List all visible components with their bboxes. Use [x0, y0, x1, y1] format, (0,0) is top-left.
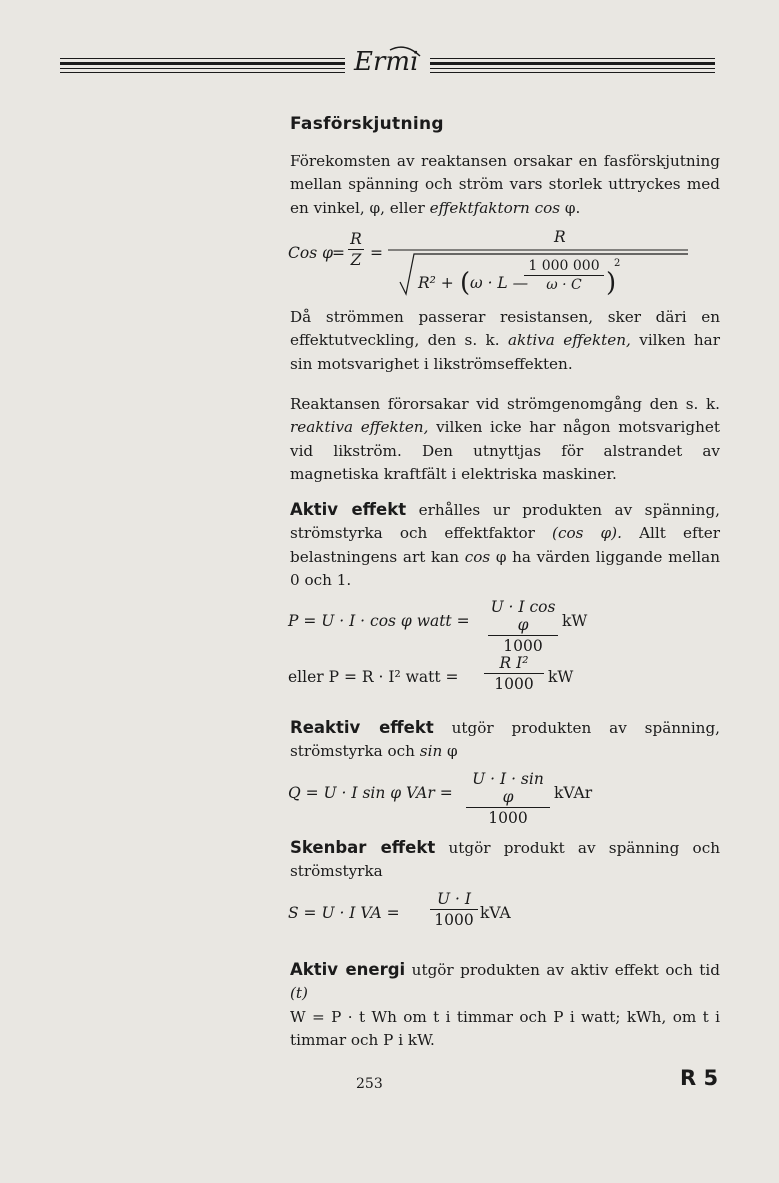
intro-text-end: φ.: [560, 198, 581, 217]
aktiva-text: Då strömmen passerar resistansen, sker däri en effektutveckling, den s. k.: [290, 308, 720, 350]
formula-cos-z: Z: [350, 251, 362, 269]
formula-p2-unit: kW: [548, 668, 574, 686]
aktiv-energi-emphasis: (t): [290, 984, 308, 1003]
formula-s-frac: [430, 890, 478, 929]
formula-s-unit: kVA: [480, 904, 511, 922]
formula-q-lhs: Q = U · I sin φ VAr =: [288, 784, 453, 802]
formula-q-den: 1000: [488, 809, 528, 827]
formula-cos-exp: 2: [614, 258, 621, 269]
formula-p2-den: 1000: [494, 675, 534, 693]
section-code: R 5: [680, 1066, 719, 1090]
formula-p-den: 1000: [503, 637, 543, 655]
formula-cos-omegac: ω · C: [546, 277, 582, 293]
section-title: Fasförskjutning: [290, 114, 444, 134]
formula-p2-num: R I²: [499, 654, 529, 672]
reaktiv-effekt-text: utgör produkten av spänning, strömstyrka och: [290, 719, 721, 761]
formula-cos-lhs: Cos φ: [288, 244, 333, 262]
aktiv-effekt-emphasis2: cos: [464, 547, 491, 566]
reaktiva-emphasis: reaktiva effekten,: [290, 418, 429, 437]
paragraph-aktiv-effekt: [290, 498, 720, 592]
reaktiva-text-end: vilken icke har någon motsvarighet vid likström. Den utnyttjas för alstrandet av magnetiska kraftfält i elektriska maskiner.: [290, 418, 720, 483]
aktiva-emphasis: aktiva effekten,: [507, 331, 631, 350]
aktiva-text-end: vilken har sin motsvarighet i likströmseffekten.: [290, 331, 720, 373]
skenbar-effekt-heading: Skenbar effekt: [290, 838, 436, 857]
formula-cos-paren-open: (: [460, 268, 471, 298]
formula-cos-eq2: =: [370, 244, 383, 262]
reaktiv-effekt-text-end: φ: [442, 742, 458, 761]
page-number: 253: [356, 1076, 383, 1092]
formula-q: [288, 770, 708, 827]
reaktiv-effekt-emphasis: sin: [419, 742, 443, 761]
paragraph-reaktiva: [290, 393, 720, 486]
formula-cos-million: 1 000 000: [528, 258, 600, 274]
paragraph-reaktiv-effekt: [290, 716, 720, 764]
aktiv-effekt-emphasis: (cos φ).: [552, 524, 622, 543]
formula-cos-rz: [348, 230, 364, 269]
formula-cos-rsq: R² +: [418, 274, 454, 292]
formula-p-num: U · I cos φ: [490, 598, 556, 634]
formula-p: [288, 598, 708, 655]
svg-text:Ermi: Ermi: [354, 47, 419, 77]
reaktiva-text: Reaktansen förorsakar vid strömgenomgång den s. k.: [290, 395, 720, 413]
header-rule: [60, 47, 715, 82]
paragraph-aktiva: [290, 306, 720, 376]
formula-p2-lhs: eller P = R · I² watt =: [288, 668, 459, 686]
formula-cos-eq1: =: [332, 244, 345, 262]
aktiv-energi-heading: Aktiv energi: [290, 960, 406, 979]
rule-left: [60, 58, 345, 76]
formula-q-unit: kVAr: [554, 784, 593, 802]
formula-q-frac: [466, 770, 550, 827]
intro-emphasis: effektfaktorn cos: [429, 198, 561, 217]
paragraph-skenbar-effekt: [290, 836, 720, 884]
formula-p-unit: kW: [562, 612, 588, 630]
formula-q-num: U · I · sin φ: [472, 770, 544, 806]
ermi-logo: [350, 44, 430, 78]
formula-p-frac: [488, 598, 558, 655]
formula-cos-frac: [524, 258, 604, 293]
intro-paragraph: [290, 150, 720, 220]
formula-s: [288, 890, 708, 940]
formula-cos-r: R: [350, 230, 362, 248]
aktiv-effekt-heading: Aktiv effekt: [290, 500, 407, 519]
aktiv-effekt-text3: φ ha värden liggande mellan 0 och 1.: [290, 547, 721, 589]
formula-s-lhs: S = U · I VA =: [288, 904, 400, 922]
aktiv-effekt-text2: Allt efter belastningens art kan: [290, 524, 720, 566]
paragraph-aktiv-energi: [290, 958, 720, 1052]
formula-cos-omegal: ω · L —: [470, 274, 529, 292]
intro-text: Förekomsten av reaktansen orsakar en fasförskjutning mellan spänning och ström vars storlek uttryckes med en vinkel, φ, eller: [290, 152, 720, 217]
formula-p2: [288, 654, 708, 704]
reaktiv-effekt-heading: Reaktiv effekt: [290, 718, 434, 737]
formula-p2-frac: [484, 654, 544, 693]
formula-p-lhs: P = U · I · cos φ watt =: [288, 612, 470, 630]
formula-cos-paren-close: ): [606, 268, 617, 298]
aktiv-energi-line2: W = P · t Wh om t i timmar och P i watt; kWh, om t i timmar och P i kW.: [290, 1007, 720, 1049]
formula-cos-r-num: R: [554, 228, 566, 246]
aktiv-effekt-text: erhålles ur produkten av spänning, strömstyrka och effektfaktor: [290, 501, 720, 543]
aktiv-energi-text: utgör produkten av aktiv effekt och tid: [405, 961, 720, 979]
formula-cos-phi: [288, 228, 708, 298]
formula-s-num: U · I: [437, 890, 471, 908]
skenbar-effekt-text: utgör produkt av spänning och strömstyrka: [290, 839, 720, 881]
rule-right: [430, 58, 715, 76]
formula-s-den: 1000: [434, 911, 474, 929]
